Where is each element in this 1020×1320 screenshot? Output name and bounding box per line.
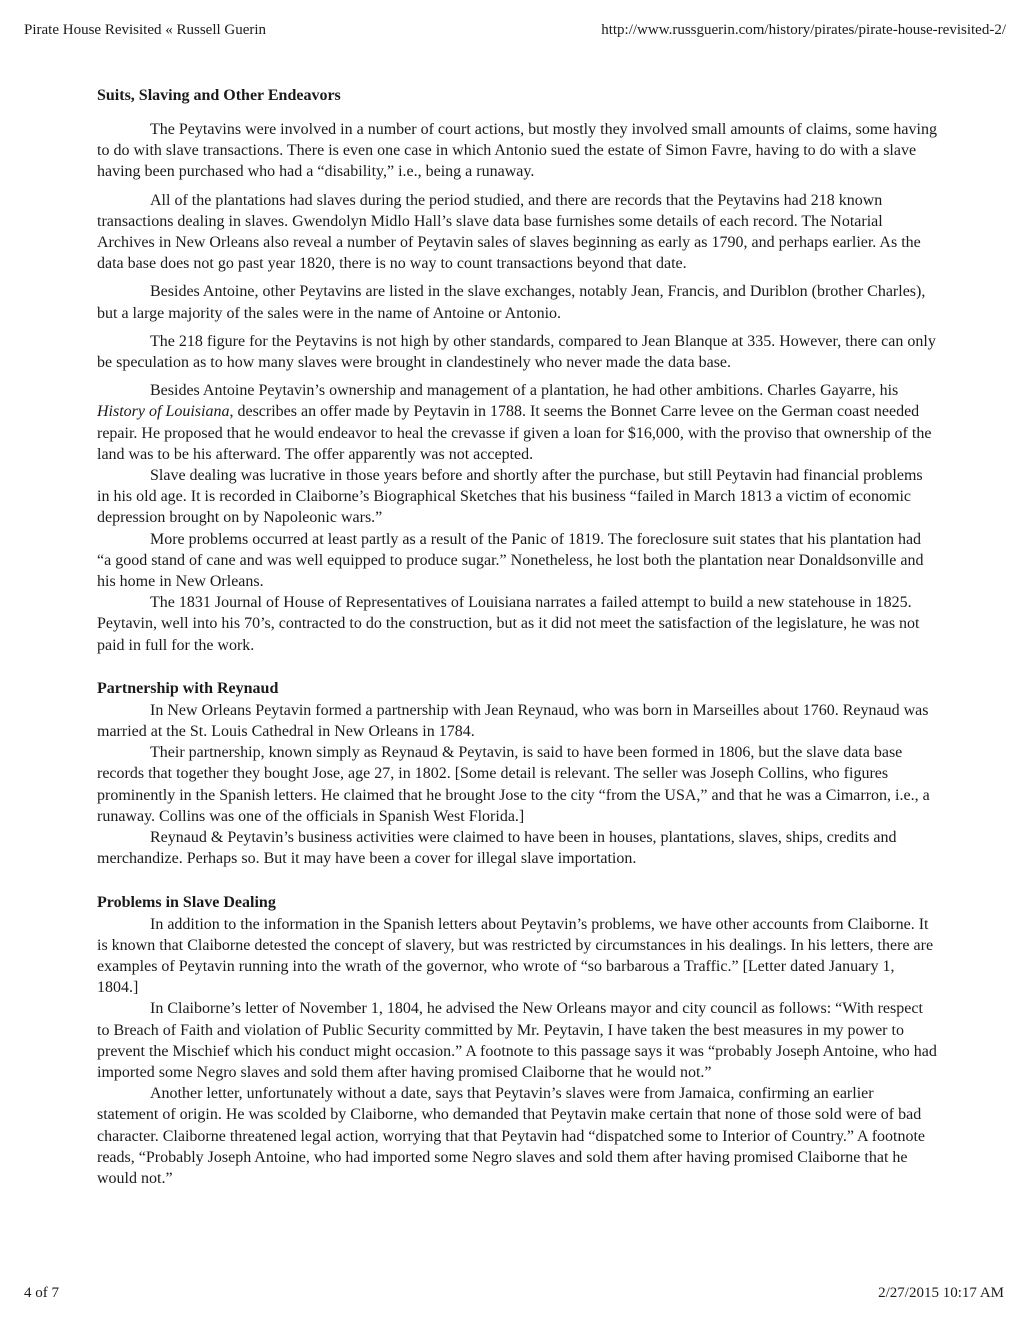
paragraph: In New Orleans Peytavin formed a partnership with Jean Reynaud, who was born in Marseilles about 1760. Reynaud was married at the St. Louis Cathedral in New Orleans in 1784. bbox=[97, 701, 929, 741]
page-header-title: Pirate House Revisited « Russell Guerin bbox=[24, 22, 267, 38]
paragraph: Besides Antoine, other Peytavins are listed in the slave exchanges, notably Jean, Francis, and Duriblon (brother Charles), but a large majority of the sales were in the name of Antoine or Antonio. bbox=[97, 283, 926, 322]
page-number: 4 of 7 bbox=[24, 1285, 59, 1301]
article-body bbox=[97, 85, 937, 1189]
section-heading: Problems in Slave Dealing bbox=[97, 893, 276, 911]
paragraph-text: Besides Antoine Peytavin’s ownership and management of a plantation, he had other ambitions. Charles Gayarre, his bbox=[150, 382, 899, 400]
paragraph: In Claiborne’s letter of November 1, 1804, he advised the New Orleans mayor and city council as follows: “With respect to Breach of Faith and violation of Public Security committed by Mr. Peytavin, I have taken the best measures in my power to prevent the Mischief which his conduct might occasion.” A footnote to this passage says it was “probably Joseph Antoine, who had imported some Negro slaves and sold them after having promised Claiborne that he would not.” bbox=[97, 1000, 937, 1081]
paragraph-text: , describes an offer made by Peytavin in 1788. It seems the Bonnet Carre levee on the German coast needed repair. He proposed that he would endeavor to heal the crevasse if given a loan for $16,000, with the proviso that ownership of the land was to be his afterward. The offer apparently was not accepted. bbox=[97, 403, 932, 463]
page-header-url: http://www.russguerin.com/history/pirates/pirate-house-revisited-2/ bbox=[601, 22, 1006, 38]
paragraph: Reynaud & Peytavin’s business activities were claimed to have been in houses, plantations, slaves, ships, credits and merchandize. Perhaps so. But it may have been a cover for illegal slave importation. bbox=[97, 829, 897, 868]
print-timestamp: 2/27/2015 10:17 AM bbox=[878, 1285, 1004, 1301]
paragraph-with-book-title bbox=[97, 380, 937, 465]
book-title: History of Louisiana bbox=[97, 403, 230, 421]
section-heading: Suits, Slaving and Other Endeavors bbox=[97, 87, 341, 104]
paragraph: Their partnership, known simply as Reynaud & Peytavin, is said to have been formed in 1806, but the slave data base records that together they bought Jose, age 27, in 1802. [Some detail is relevant. The seller was Joseph Collins, who figures prominently in the Spanish letters. He claimed that he brought Jose to the city “from the USA,” and that he was a Cimarron, i.e., a runaway. Collins was one of the officials in Spanish West Florida.] bbox=[97, 744, 930, 825]
paragraph: The 1831 Journal of House of Representatives of Louisiana narrates a failed attempt to build a new statehouse in 1825. Peytavin, well into his 70’s, contracted to do the construction, but as it did not meet the satisfaction of the legislature, he was not paid in full for the work. bbox=[97, 594, 920, 654]
paragraph: More problems occurred at least partly as a result of the Panic of 1819. The foreclosure suit states that his plantation had “a good stand of cane and was well equipped to produce sugar.” Nonetheless, he lost both the plantation near Donaldsonville and his home in New Orleans. bbox=[97, 530, 924, 591]
paragraph: The Peytavins were involved in a number of court actions, but mostly they involved small amounts of claims, some having to do with slave transactions. There is even one case in which Antonio sued the estate of Simon Favre, having to do with a slave having been purchased who had a “disability,” i.e., being a runaway. bbox=[97, 121, 937, 181]
paragraph: Another letter, unfortunately without a date, says that Peytavin’s slaves were from Jamaica, confirming an earlier statement of origin. He was scolded by Claiborne, who demanded that Peytavin make certain that none of those sold were of bad character. Claiborne threatened legal action, worrying that that Peytavin had “dispatched some to Interior of Country.” A footnote reads, “Probably Joseph Antoine, who had imported some Negro slaves and sold them after having promised Claiborne that he would not.” bbox=[97, 1085, 926, 1187]
section-heading: Partnership with Reynaud bbox=[97, 679, 279, 697]
paragraph: All of the plantations had slaves during the period studied, and there are records that the Peytavins had 218 known transactions dealing in slaves. Gwendolyn Midlo Hall’s slave data base furnishes some details of each record. The Notarial Archives in New Orleans also reveal a number of Peytavin sales of slaves beginning as early as 1790, and perhaps earlier. As the data base does not go past year 1820, there is no way to count transactions beyond that date. bbox=[97, 191, 921, 273]
paragraph: Slave dealing was lucrative in those years before and shortly after the purchase, but still Peytavin had financial problems in his old age. It is recorded in Claiborne’s Biographical Sketches that his business “failed in March 1813 a victim of economic depression brought on by Napoleonic wars.” bbox=[97, 467, 923, 527]
paragraph: In addition to the information in the Spanish letters about Peytavin’s problems, we have other accounts from Claiborne. It is known that Claiborne detested the concept of slavery, but was restricted by circumstances in his dealings. In his letters, there are examples of Peytavin running into the wrath of the governor, who wrote of “so barbarous a Traffic.” [Letter dated January 1, 1804.] bbox=[97, 915, 934, 997]
paragraph: The 218 figure for the Peytavins is not high by other standards, compared to Jean Blanque at 335. However, there can only be speculation as to how many slaves were brought in clandestinely who never made the data base. bbox=[97, 332, 936, 372]
